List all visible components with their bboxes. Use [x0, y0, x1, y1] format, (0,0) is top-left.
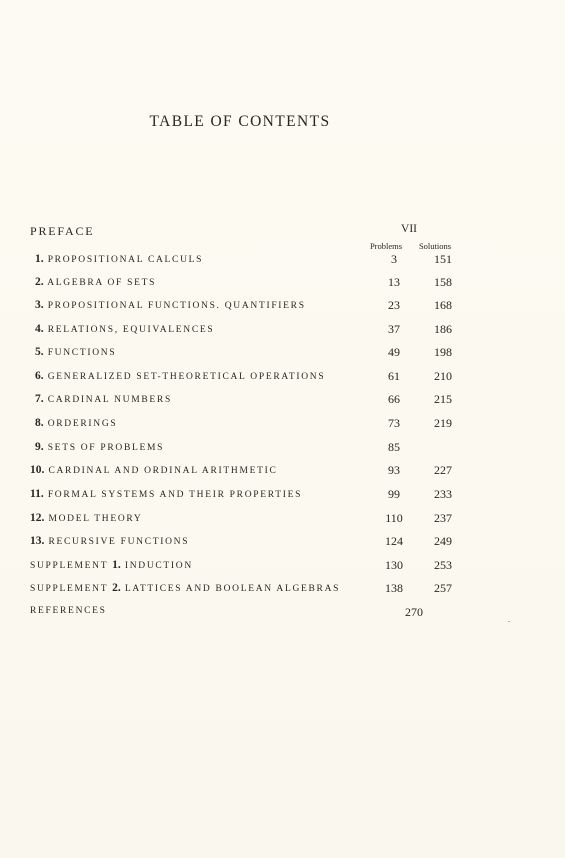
chapter-label: RECURSIVE FUNCTIONS [48, 537, 190, 547]
solutions-page: 210 [434, 369, 452, 383]
problems-page: 13 [388, 275, 400, 289]
chapter-number: 12. [30, 512, 45, 524]
chapter-label: SETS OF PROBLEMS [47, 443, 165, 453]
chapter-label: PROPOSITIONAL FUNCTIONS. QUANTIFIERS [47, 301, 306, 311]
toc-entry [0, 464, 565, 482]
problems-page: 66 [388, 392, 400, 406]
problems-page: 124 [385, 534, 403, 548]
chapter-label: RELATIONS, EQUIVALENCES [47, 325, 215, 335]
problems-column-header: Problems [369, 241, 403, 251]
toc-entry [0, 488, 565, 506]
chapter-number: 13. [30, 535, 45, 547]
solutions-column-header: Solutions [418, 241, 452, 251]
chapter-label: ALGEBRA OF SETS [47, 278, 157, 288]
chapter-number: 1. [35, 253, 44, 265]
chapter-number: 9. [35, 441, 44, 453]
problems-page: 61 [388, 369, 400, 383]
chapter-number: 6. [35, 370, 44, 382]
chapter-number: 2. [35, 276, 44, 288]
chapter-label: CARDINAL AND ORDINAL ARITHMETIC [48, 466, 278, 476]
toc-entry-title [30, 559, 193, 571]
supplement-prefix: SUPPLEMENT [30, 584, 109, 594]
solutions-page: 215 [434, 392, 452, 406]
preface-label: PREFACE [30, 224, 95, 238]
solutions-page: 253 [434, 558, 452, 572]
toc-entry-title [30, 512, 142, 524]
toc-entry-title [30, 464, 278, 476]
chapter-number: 4. [35, 323, 44, 335]
toc-entry-title [35, 323, 214, 335]
references-entry [0, 606, 565, 624]
toc-entry [0, 535, 565, 553]
toc-entry [0, 417, 565, 435]
toc-entry [0, 559, 565, 577]
toc-entry [0, 582, 565, 600]
chapter-number: 10. [30, 464, 45, 476]
chapter-label: MODEL THEORY [48, 514, 143, 524]
toc-entry-title [30, 582, 340, 594]
solutions-page: 151 [434, 252, 452, 266]
toc-entry-title [30, 488, 302, 500]
solutions-page: 168 [434, 298, 452, 312]
toc-entry-title [35, 253, 203, 265]
chapter-label: LATTICES AND BOOLEAN ALGEBRAS [124, 584, 341, 594]
chapter-label: FUNCTIONS [47, 348, 117, 358]
problems-page: 73 [388, 416, 400, 430]
chapter-label: PROPOSITIONAL CALCULS [47, 255, 204, 265]
supplement-number: 2. [112, 582, 121, 594]
chapter-label: CARDINAL NUMBERS [47, 395, 172, 405]
problems-page: 130 [385, 558, 403, 572]
problems-page: 138 [385, 581, 403, 595]
paper-speck [508, 621, 510, 622]
toc-entry-title [30, 535, 189, 547]
chapter-label: GENERALIZED SET-THEORETICAL OPERATIONS [47, 372, 326, 382]
problems-page: 3 [391, 252, 397, 266]
problems-page: 49 [388, 345, 400, 359]
problems-page: 93 [388, 463, 400, 477]
solutions-page: 186 [434, 322, 452, 336]
chapter-number: 7. [35, 393, 44, 405]
chapter-label: ORDERINGS [47, 419, 118, 429]
toc-entry [0, 276, 565, 294]
toc-entry-title [35, 393, 172, 405]
solutions-page: 158 [434, 275, 452, 289]
toc-entry [0, 346, 565, 364]
solutions-page: 237 [434, 511, 452, 525]
problems-page: 110 [385, 511, 403, 525]
chapter-number: 3. [35, 299, 44, 311]
solutions-page: 249 [434, 534, 452, 548]
toc-entry-title [35, 370, 325, 382]
chapter-label: INDUCTION [124, 561, 193, 571]
problems-page: 99 [388, 487, 400, 501]
supplement-number: 1. [112, 559, 121, 571]
chapter-number: 8. [35, 417, 44, 429]
problems-page: 23 [388, 298, 400, 312]
toc-entry [0, 299, 565, 317]
chapter-number: 5. [35, 346, 44, 358]
chapter-label: FORMAL SYSTEMS AND THEIR PROPERTIES [47, 490, 303, 500]
toc-entry-title [35, 346, 116, 358]
chapter-number: 11. [30, 488, 44, 500]
problems-page: 37 [388, 322, 400, 336]
toc-entry [0, 393, 565, 411]
references-label: REFERENCES [30, 606, 107, 616]
toc-entry [0, 512, 565, 530]
preface-page-number: VII [401, 223, 417, 235]
solutions-page: 198 [434, 345, 452, 359]
toc-entry [0, 441, 565, 459]
solutions-page: 219 [434, 416, 452, 430]
page-title: TABLE OF CONTENTS [149, 113, 331, 130]
toc-entry [0, 323, 565, 341]
solutions-page: 257 [434, 581, 452, 595]
toc-entry-title [35, 299, 306, 311]
supplement-prefix: SUPPLEMENT [30, 561, 109, 571]
references-page: 270 [405, 605, 423, 619]
toc-entry-title [35, 441, 164, 453]
toc-entry-title [35, 417, 117, 429]
solutions-page: 227 [434, 463, 452, 477]
toc-entry-title [35, 276, 156, 288]
toc-entry [0, 253, 565, 271]
problems-page: 85 [388, 440, 400, 454]
toc-entry [0, 370, 565, 388]
solutions-page: 233 [434, 487, 452, 501]
